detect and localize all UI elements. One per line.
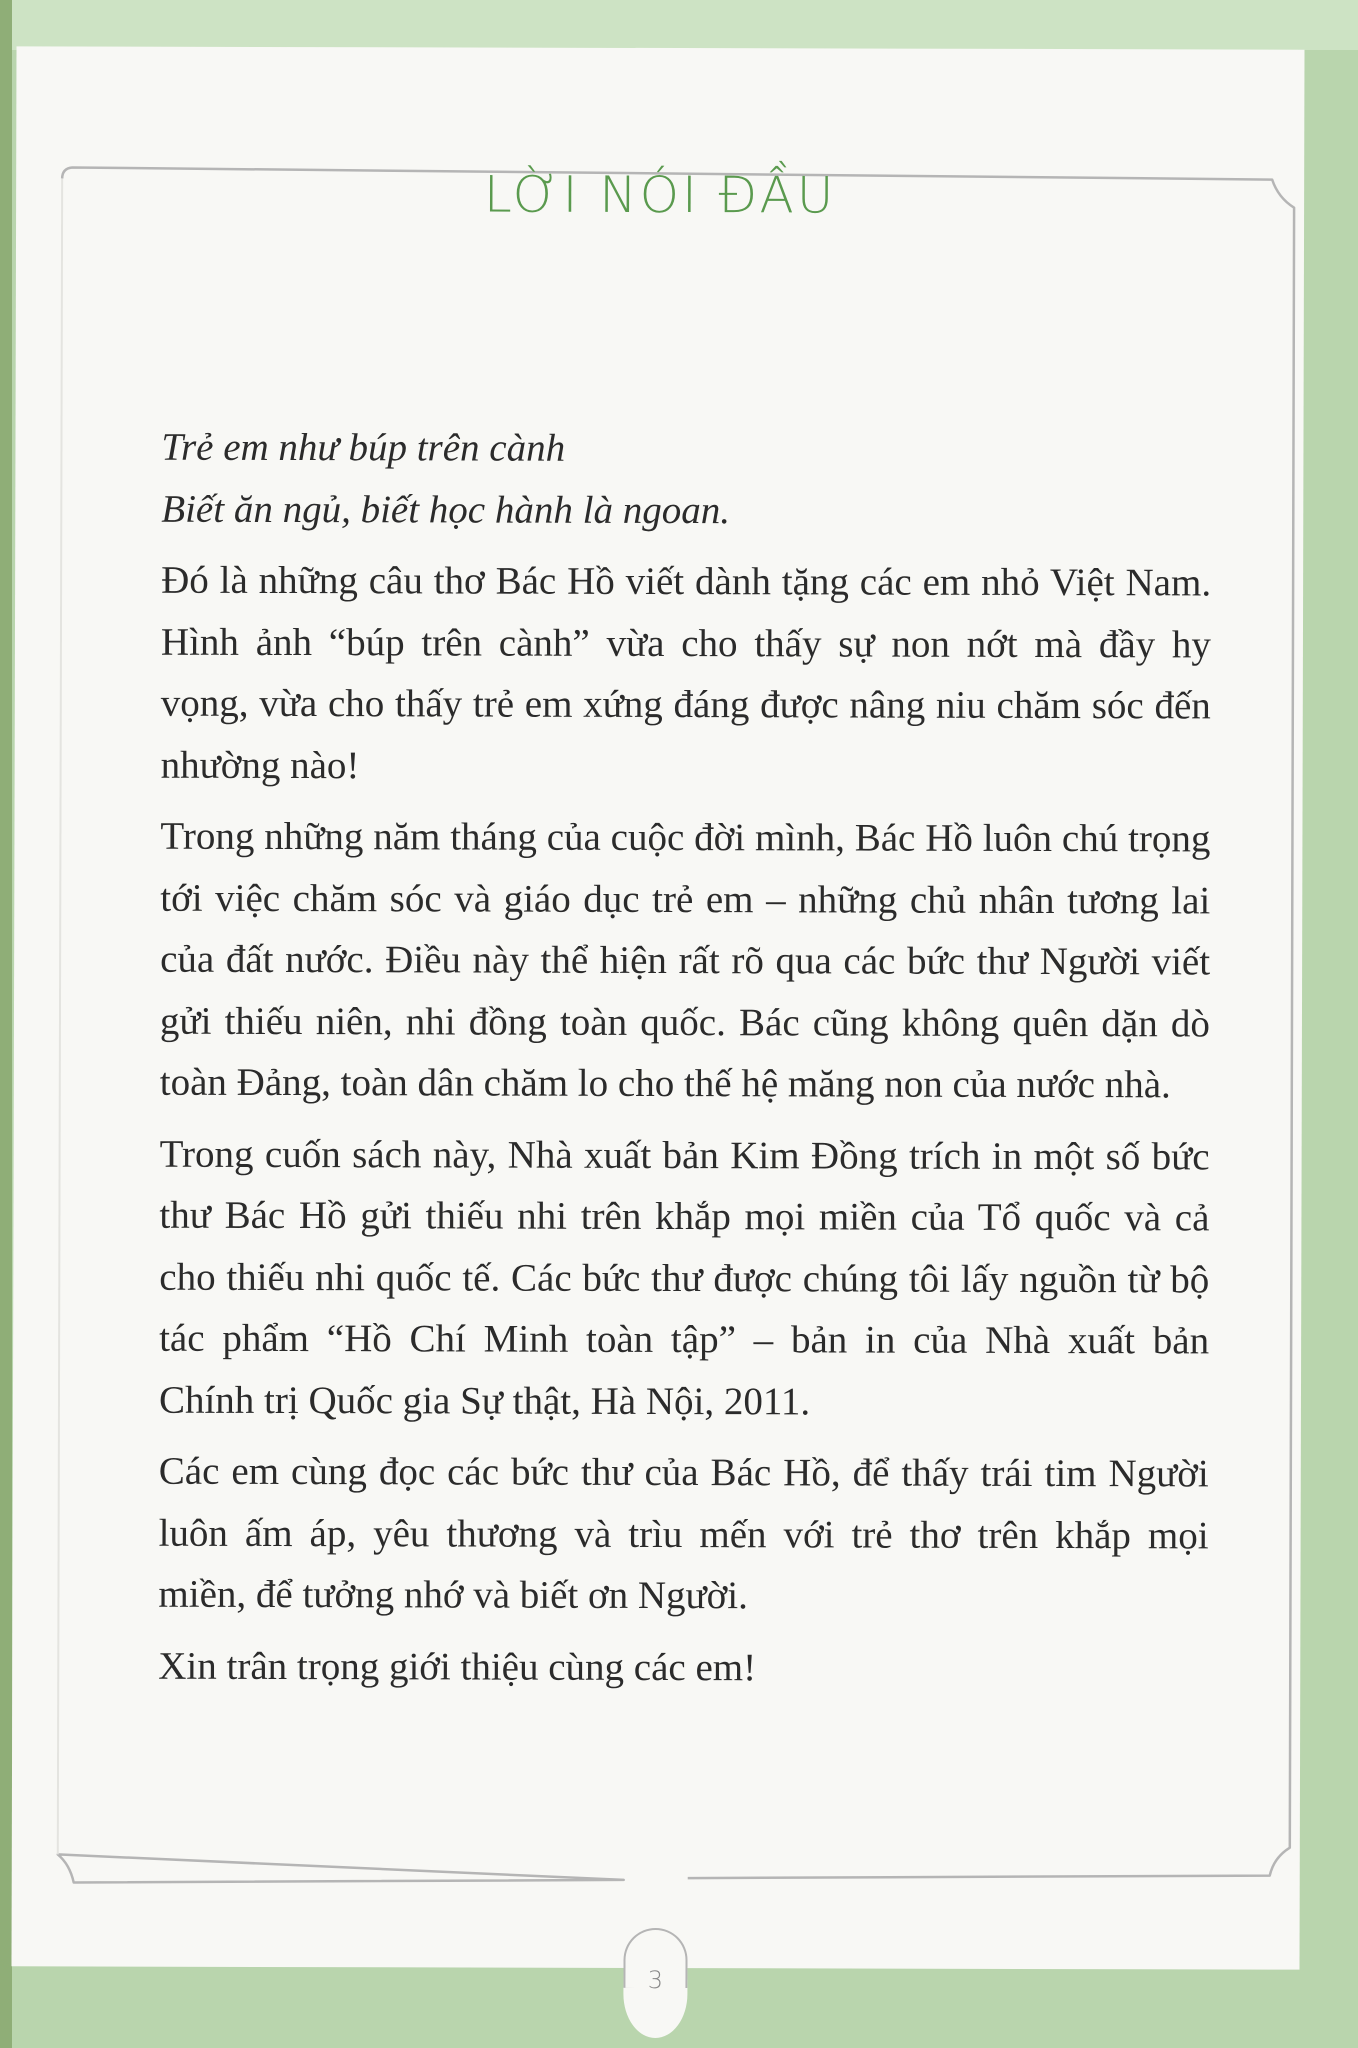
paragraph-5: Xin trân trọng giới thiệu cùng các em! xyxy=(158,1644,757,1689)
paragraph-3: Trong cuốn sách này, Nhà xuất bản Kim Đồng trích in một số bức thư Bác Hồ gửi thiếu nhi trên khắp mọi miền của Tổ quốc và cả cho thiếu nhi quốc tế. Các bức thư được chúng tôi lấy nguồn từ bộ tác phẩm “Hồ Chí Minh toàn tập” – bản in của Nhà xuất bản Chính trị Quốc gia Sự thật, Hà Nội, 2011. xyxy=(158,1132,1210,1423)
page-number-badge-outline xyxy=(623,1928,687,1988)
cover-background-top xyxy=(12,0,1358,50)
paragraph-4: Các em cùng đọc các bức thư của Bác Hồ, để thấy trái tim Người luôn ấm áp, yêu thương và trìu mến với trẻ thơ trên khắp mọi miền, để tưởng nhớ và biết ơn Người. xyxy=(158,1449,1209,1618)
paragraph-2: Trong những năm tháng của cuộc đời mình, Bác Hồ luôn chú trọng tới việc chăm sóc và giáo dục trẻ em – những chủ nhân tương lai của đất nước. Điều này thể hiện rất rõ qua các bức thư Người viết gửi thiếu niên, nhi đồng toàn quốc. Bác cũng không quên dặn dò toàn Đảng, toàn dân chăm lo cho thế hệ măng non của nước nhà. xyxy=(159,814,1211,1107)
book-page xyxy=(11,46,1304,1995)
paragraph-1: Đó là những câu thơ Bác Hồ viết dành tặng các em nhỏ Việt Nam. Hình ảnh “búp trên cành” vừa cho thấy sự non nớt mà đầy hy vọng, vừa cho thấy trẻ em xứng đáng được nâng niu chăm sóc đến nhường nào! xyxy=(160,558,1212,787)
page-title: LỜI NÓI ĐẦU xyxy=(483,165,837,225)
poem-line-1: Trẻ em như búp trên cành xyxy=(161,425,566,470)
page-number: 3 xyxy=(623,1928,687,2038)
poem-line-2: Biết ăn ngủ, biết học hành là ngoan. xyxy=(161,487,731,532)
book-spine-edge xyxy=(0,0,12,2048)
preface-body xyxy=(158,417,1211,1700)
